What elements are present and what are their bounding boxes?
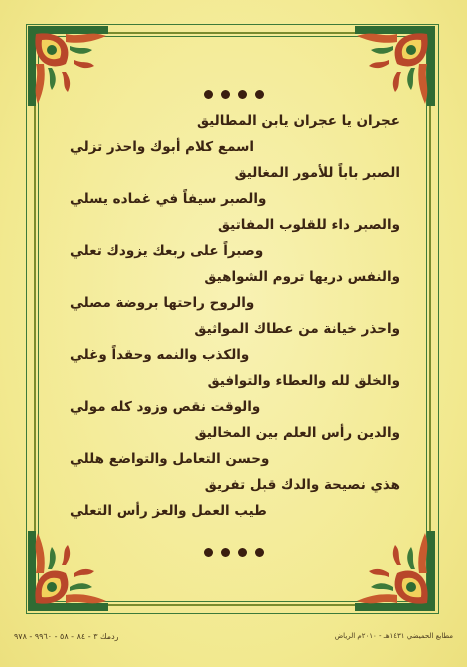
dot-icon [255,548,264,557]
poem-line: الصبر باباً للأمور المغاليق [234,165,400,181]
dot-icon [221,90,230,99]
poem-line: والوقت نقص وزود كله مولي [70,399,261,415]
poem [70,113,400,533]
poem-line: اسمع كلام أبوك واحذر تزلي [70,139,255,155]
poem-line: والخلق لله والعطاء والتوافيق [207,373,400,389]
dot-icon [204,90,213,99]
dot-icon [238,90,247,99]
poem-line: هذي نصيحة والدك قبل تفريق [204,477,400,493]
bottom-dot-ornament [0,548,467,557]
poem-line: والنفس دريها تروم الشواهيق [204,269,400,285]
top-dot-ornament [0,90,467,99]
poem-line: عجران يا عجران يابن المطاليق [196,113,400,129]
poem-line: طيب العمل والعز رأس التعلي [70,503,267,519]
footer [0,632,467,648]
corner-ornament-icon [349,525,441,617]
dot-icon [204,548,213,557]
poem-line: وصبراً على ربعك يزودك تعلي [70,243,264,259]
isbn-text: ردمك ٣ - ٨٤ - ٥٨ - ٩٩٦٠ - ٩٧٨ [14,632,119,641]
poem-line: والصبر داء للقلوب المفاتيق [218,217,400,233]
printer-deposit-text: مطابع الحميضي ١٤٣١هـ - ٢٠١٠م الرياض [334,632,453,640]
corner-ornament-icon [22,525,114,617]
poem-line: والكذب والنمه وحقداً وغلي [70,347,250,363]
dot-icon [238,548,247,557]
dot-icon [221,548,230,557]
poem-line: والروح راحتها بروضة مصلي [70,295,255,311]
dot-icon [255,90,264,99]
poem-line: والدين رأس العلم بين المخاليق [194,425,400,441]
poem-line: واحذر خيانة من عطاك المواثيق [194,321,400,337]
poem-line: والصبر سيفاً في غماده يسلي [70,191,267,207]
poem-line: وحسن التعامل والتواضع هللي [70,451,270,467]
